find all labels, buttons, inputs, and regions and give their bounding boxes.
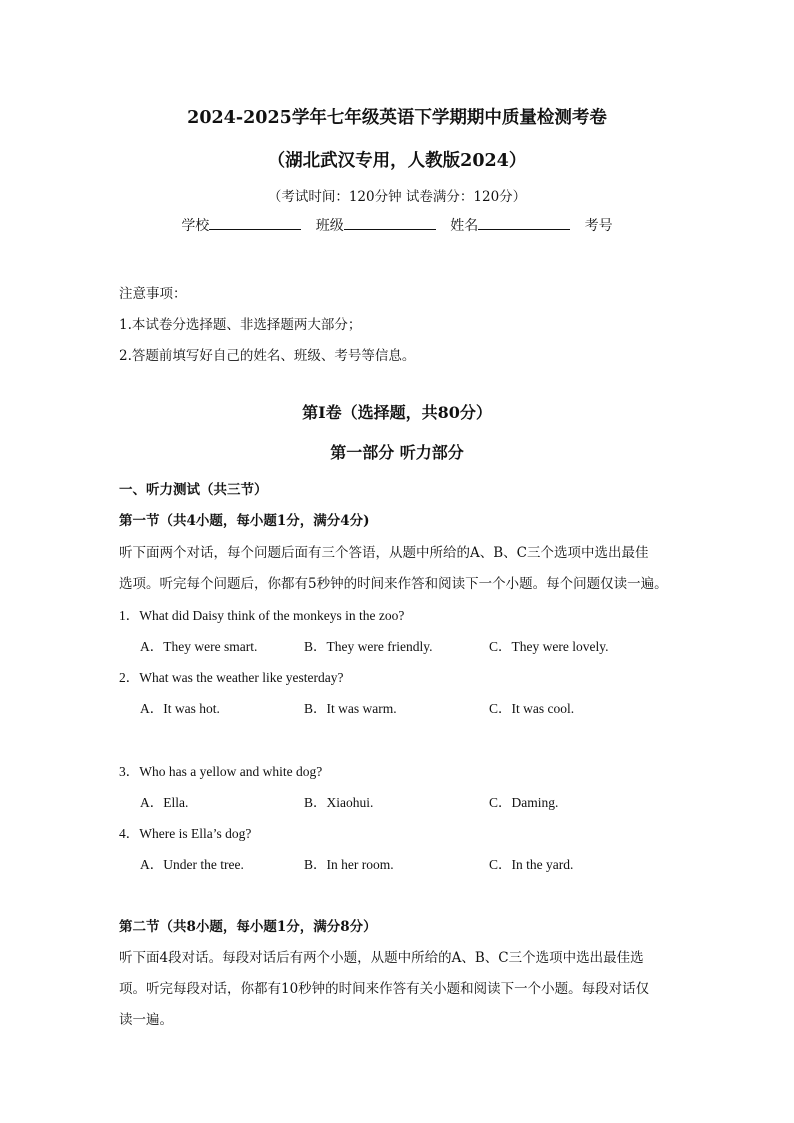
section2-title: 第二节（共8小题，每小题1分，满分8分）	[119, 919, 377, 935]
notes-heading: 注意事项：	[119, 286, 187, 302]
question-3-option-a[interactable]: A．Ella.	[140, 795, 189, 810]
class-label: 班级	[315, 218, 344, 234]
section1-instruction-line2: 选项。听完每个问题后，你都有5秒钟的时间来作答和阅读下一个小题。每个问题仅读一遍。	[119, 576, 668, 592]
question-1-option-b[interactable]: B．They were friendly.	[304, 639, 433, 654]
question-3-option-c[interactable]: C．Daming.	[489, 795, 559, 810]
part-title: 第一部分 听力部分	[330, 443, 464, 462]
section1-instruction-line1: 听下面两个对话，每个问题后面有三个答语，从题中所给的A、B、C三个选项中选出最佳	[119, 545, 649, 561]
question-1-stem: 1．What did Daisy think of the monkeys in the zoo?	[119, 608, 405, 623]
exam-meta: （考试时间：120分钟 试卷满分：120分）	[267, 189, 527, 205]
section2-instruction-line3: 读一遍。	[119, 1012, 173, 1028]
question-4-stem: 4．Where is Ella’s dog?	[119, 826, 252, 841]
exam-number-label: 考号	[584, 218, 613, 234]
section2-instruction-line2: 项。听完每段对话，你都有10秒钟的时间来作答有关小题和阅读下一个小题。每段对话仅	[119, 981, 650, 997]
volume-title: 第Ⅰ卷（选择题，共80分）	[302, 403, 492, 422]
question-4-option-c[interactable]: C．In the yard.	[489, 857, 574, 872]
section2-instruction-line1: 听下面4段对话。每段对话后有两个小题，从题中所给的A、B、C三个选项中选出最佳选	[119, 950, 644, 966]
question-3-stem: 3．Who has a yellow and white dog?	[119, 764, 323, 779]
student-info-fields	[0, 215, 794, 235]
question-2-option-c[interactable]: C．It was cool.	[489, 701, 575, 716]
class-blank[interactable]	[344, 215, 436, 230]
exam-title: 2024-2025学年七年级英语下学期期中质量检测考卷	[187, 108, 607, 128]
note-item-1: 1.本试卷分选择题、非选择题两大部分；	[119, 317, 362, 333]
question-2-option-a[interactable]: A．It was hot.	[140, 701, 220, 716]
question-1-option-c[interactable]: C．They were lovely.	[489, 639, 609, 654]
school-blank[interactable]	[209, 215, 301, 230]
question-3-option-b[interactable]: B．Xiaohui.	[304, 795, 374, 810]
listening-heading: 一、听力测试（共三节）	[119, 482, 268, 498]
question-1-option-a[interactable]: A．They were smart.	[140, 639, 258, 654]
question-4-option-a[interactable]: A．Under the tree.	[140, 857, 244, 872]
note-item-2: 2.答题前填写好自己的姓名、班级、考号等信息。	[119, 348, 416, 364]
name-blank[interactable]	[478, 215, 570, 230]
school-label: 学校	[181, 218, 210, 234]
question-2-option-b[interactable]: B．It was warm.	[304, 701, 397, 716]
question-2-stem: 2．What was the weather like yesterday?	[119, 670, 344, 685]
exam-subtitle: （湖北武汉专用，人教版2024）	[267, 151, 527, 171]
question-4-option-b[interactable]: B．In her room.	[304, 857, 394, 872]
section1-title: 第一节（共4小题，每小题1分，满分4分)	[119, 513, 370, 529]
name-label: 姓名	[450, 218, 479, 234]
